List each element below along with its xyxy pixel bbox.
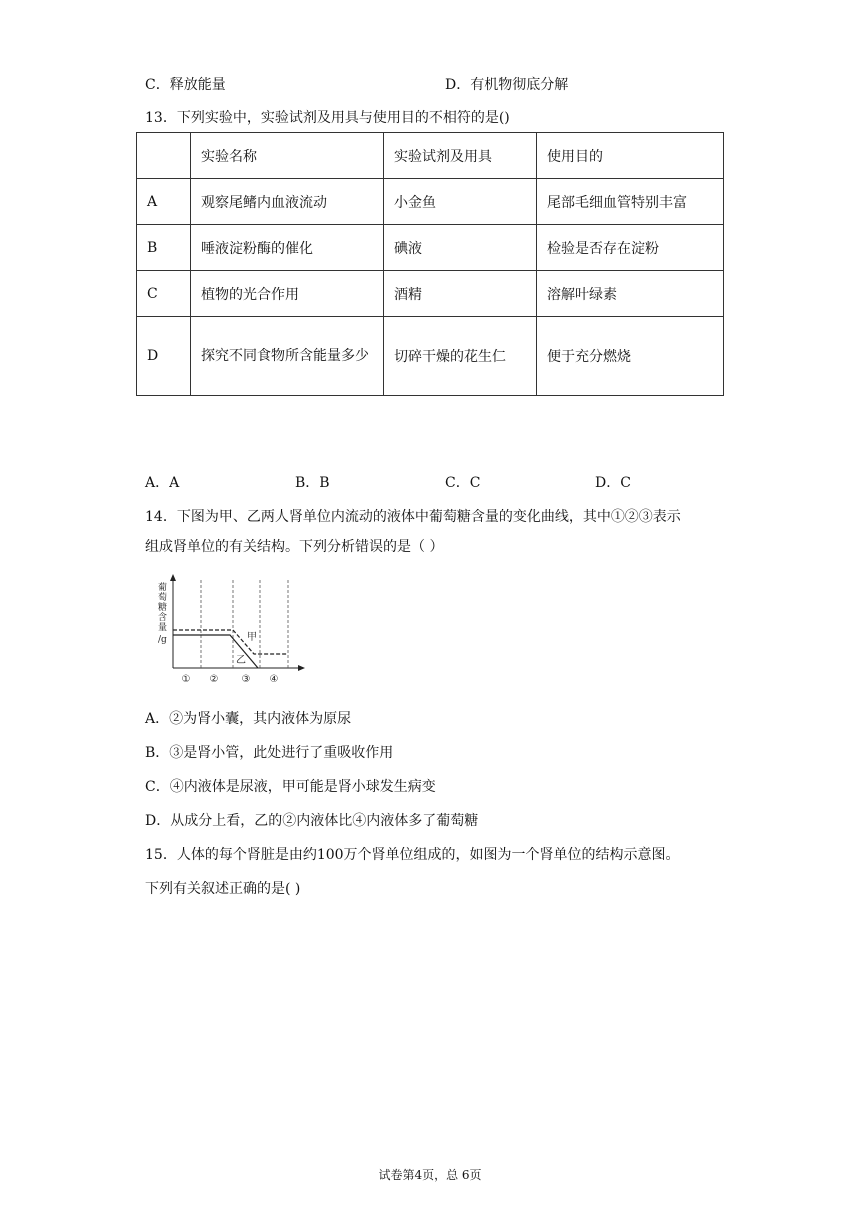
y-axis-label: [158, 581, 167, 645]
x-marker: ④: [269, 674, 279, 685]
table-cell: 碘液: [384, 225, 537, 271]
y-axis-label-char: 糖: [158, 603, 168, 613]
table-cell: 探究不同食物所含能量多少: [191, 317, 384, 396]
table-cell: 植物的光合作用: [191, 271, 384, 317]
y-axis-label-char: /g: [158, 635, 167, 645]
table-cell: 小金鱼: [384, 179, 537, 225]
table-row: [137, 271, 724, 317]
q15-stem-line2: 下列有关叙述正确的是( ): [145, 881, 301, 897]
q13-option-a: A．A: [145, 475, 180, 491]
y-axis-label-char: 量: [158, 623, 168, 633]
q12-option-c: C．释放能量: [145, 77, 226, 93]
y-axis-label-char: 萄: [158, 593, 168, 603]
q13-option-d: D．C: [595, 475, 631, 491]
table-cell: B: [137, 225, 191, 271]
table-header-cell: 使用目的: [537, 133, 724, 179]
y-axis-label-char: 葡: [158, 583, 168, 593]
table-cell: 唾液淀粉酶的催化: [191, 225, 384, 271]
table-header-cell: 实验试剂及用具: [384, 133, 537, 179]
x-marker: ②: [209, 674, 219, 685]
q14-option-d: D．从成分上看，乙的②内液体比④内液体多了葡萄糖: [145, 813, 479, 829]
q13-table: [136, 132, 724, 396]
x-axis-arrow: [298, 665, 305, 671]
q15-stem-line1: 15．人体的每个肾脏是由约100万个肾单位组成的，如图为一个肾单位的结构示意图。: [145, 847, 680, 863]
q14-stem-line1: 14．下图为甲、乙两人肾单位内流动的液体中葡萄糖含量的变化曲线，其中①②③表示: [145, 509, 681, 525]
table-row: [137, 179, 724, 225]
curve-label-yi: 乙: [236, 655, 246, 666]
glucose-curve-figure: [150, 572, 310, 687]
y-axis-label-char: 含: [158, 613, 168, 623]
table-row: [137, 225, 724, 271]
q12-option-d: D．有机物彻底分解: [445, 77, 569, 93]
q13-option-c: C．C: [445, 475, 481, 491]
y-axis-arrow: [170, 574, 176, 581]
table-header-cell: 实验名称: [191, 133, 384, 179]
table-cell: 酒精: [384, 271, 537, 317]
table-cell: C: [137, 271, 191, 317]
q14-stem-line2: 组成肾单位的有关结构。下列分析错误的是（ ）: [145, 539, 444, 555]
x-marker: ③: [241, 674, 251, 685]
table-cell: D: [137, 317, 191, 396]
curve-jia: [173, 630, 288, 654]
x-marker: ①: [181, 674, 191, 685]
table-cell: 切碎干燥的花生仁: [384, 317, 537, 396]
q13-option-b: B．B: [295, 475, 330, 491]
table-header-row: [137, 133, 724, 179]
q14-option-c: C．④内液体是尿液，甲可能是肾小球发生病变: [145, 779, 436, 795]
table-header-cell: [137, 133, 191, 179]
curve-label-jia: 甲: [247, 632, 257, 643]
table-cell: A: [137, 179, 191, 225]
x-markers: [182, 674, 279, 685]
table-cell: 尾部毛细血管特别丰富: [537, 179, 724, 225]
table-cell: 观察尾鳍内血液流动: [191, 179, 384, 225]
table-row: [137, 317, 724, 396]
table-cell: 检验是否存在淀粉: [537, 225, 724, 271]
q14-option-b: B．③是肾小管，此处进行了重吸收作用: [145, 745, 394, 761]
page-footer: 试卷第4页，总 6页: [378, 1168, 482, 1182]
table-cell: 溶解叶绿素: [537, 271, 724, 317]
q13-stem: 13．下列实验中，实验试剂及用具与使用目的不相符的是(): [145, 110, 510, 126]
table-cell: 便于充分燃烧: [537, 317, 724, 396]
q14-option-a: A．②为肾小囊，其内液体为原尿: [145, 711, 352, 727]
